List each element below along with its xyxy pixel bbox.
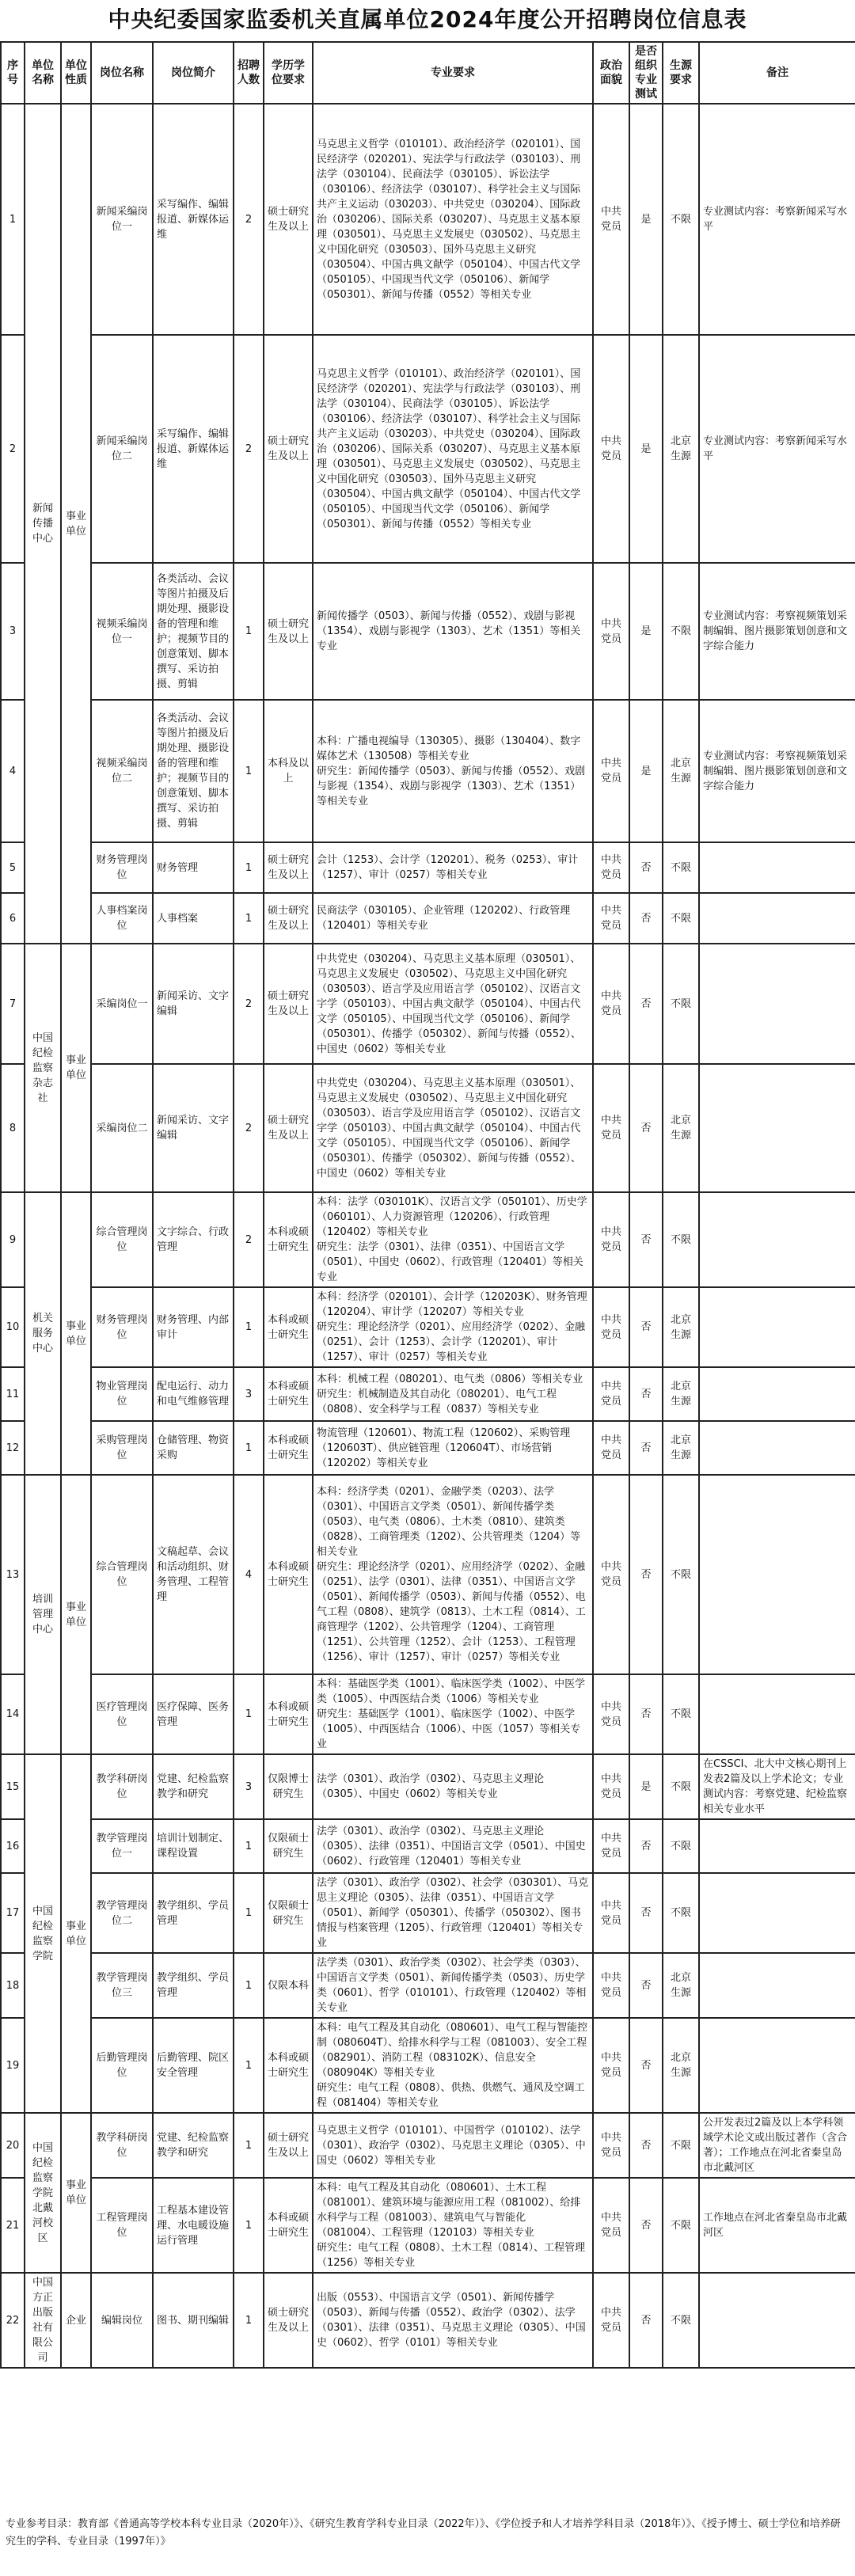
seq-cell: 20 [1, 2113, 25, 2178]
hiring-count-cell: 1 [234, 893, 264, 944]
hiring-count-cell: 1 [234, 1953, 264, 2018]
professional-test-cell: 否 [629, 1873, 663, 1953]
position-description-cell: 配电运行、动力和电气维修管理 [153, 1367, 234, 1421]
position-name-cell: 物业管理岗位 [91, 1367, 153, 1421]
major-requirement-cell: 马克思主义哲学（010101）、中国哲学（010102）、法学（0301）、政治学（0302）、马克思主义理论（0305）、中国史（0602）等相关专业 [313, 2113, 593, 2178]
source-requirement-cell: 北京生源 [663, 335, 699, 563]
position-name-cell: 采编岗位二 [91, 1064, 153, 1192]
political-status-cell: 中共党员 [593, 2178, 629, 2273]
table-row [1, 1873, 855, 1953]
note-cell [699, 2273, 855, 2368]
unit-nature-cell: 事业单位 [61, 104, 91, 944]
note-cell [699, 1064, 855, 1192]
education-cell: 仅限博士研究生 [264, 1754, 313, 1819]
political-status-cell: 中共党员 [593, 2273, 629, 2368]
note-cell [699, 1475, 855, 1674]
major-requirement-cell: 物流管理（120601）、物流工程（120602）、采购管理（120603T）、供应链管理（120604T）、市场营销（120202）等相关专业 [313, 1421, 593, 1475]
hiring-count-cell: 1 [234, 2273, 264, 2368]
major-requirement-cell: 中共党史（030204）、马克思主义基本原理（030501）、马克思主义发展史（030502）、马克思主义中国化研究（030503）、语言学及应用语言学（050102）、汉语言文字学（050103）、中国古典文献学（050104）、中国古代文学（050105）、中国现当代文学（050106）、新闻学（050301）、传播学（050302）、新闻与传播（0552）、中国史（0602）等相关专业 [313, 944, 593, 1064]
unit-nature-cell: 事业单位 [61, 944, 91, 1192]
source-requirement-cell: 北京生源 [663, 1953, 699, 2018]
education-cell: 硕士研究生及以上 [264, 1064, 313, 1192]
position-description-cell: 医疗保障、医务管理 [153, 1674, 234, 1754]
major-requirement-cell: 法学（0301）、政治学（0302）、马克思主义理论（0305）、法律（0351）、中国语言文学（0501）、中国史（0602）、行政管理（120401）等相关专业 [313, 1819, 593, 1873]
table-row [1, 2018, 855, 2113]
seq-cell: 13 [1, 1475, 25, 1674]
professional-test-cell: 否 [629, 1287, 663, 1367]
education-cell: 硕士研究生及以上 [264, 842, 313, 893]
political-status-cell: 中共党员 [593, 2113, 629, 2178]
position-name-cell: 工程管理岗位 [91, 2178, 153, 2273]
source-requirement-cell: 不限 [663, 893, 699, 944]
position-name-cell: 采编岗位一 [91, 944, 153, 1064]
source-requirement-cell: 不限 [663, 563, 699, 700]
position-description-cell: 教学组织、学员管理 [153, 1953, 234, 2018]
source-requirement-cell: 不限 [663, 944, 699, 1064]
professional-test-cell: 是 [629, 700, 663, 842]
political-status-cell: 中共党员 [593, 944, 629, 1064]
hiring-count-cell: 2 [234, 335, 264, 563]
note-cell [699, 1819, 855, 1873]
source-requirement-cell: 北京生源 [663, 1421, 699, 1475]
major-requirement-cell: 法学（0301）、政治学（0302）、马克思主义理论（0305）、中国史（0602）等相关专业 [313, 1754, 593, 1819]
professional-test-cell: 否 [629, 1064, 663, 1192]
source-requirement-cell: 不限 [663, 1475, 699, 1674]
position-description-cell: 采写编作、编辑报道、新媒体运维 [153, 335, 234, 563]
major-requirement-cell: 本科：机械工程（080201）、电气类（0806）等相关专业 研究生：机械制造及其自动化（080201）、电气工程（0808）、安全科学与工程（0837）等相关专业 [313, 1367, 593, 1421]
source-requirement-cell: 不限 [663, 2113, 699, 2178]
political-status-cell: 中共党员 [593, 104, 629, 335]
hiring-count-cell: 1 [234, 2018, 264, 2113]
political-status-cell: 中共党员 [593, 893, 629, 944]
seq-cell: 14 [1, 1674, 25, 1754]
major-requirement-cell: 民商法学（030105）、企业管理（120202）、行政管理（120401）等相关专业 [313, 893, 593, 944]
position-name-cell: 教学科研岗位 [91, 1754, 153, 1819]
header-seq: 序号 [1, 42, 25, 104]
note-cell [699, 1953, 855, 2018]
position-description-cell: 党建、纪检监察教学和研究 [153, 2113, 234, 2178]
political-status-cell: 中共党员 [593, 335, 629, 563]
position-name-cell: 新闻采编岗位一 [91, 104, 153, 335]
seq-cell: 16 [1, 1819, 25, 1873]
source-requirement-cell: 不限 [663, 1873, 699, 1953]
header-nature: 单位性质 [61, 42, 91, 104]
education-cell: 本科及以上 [264, 700, 313, 842]
professional-test-cell: 否 [629, 893, 663, 944]
education-cell: 硕士研究生及以上 [264, 104, 313, 335]
position-description-cell: 新闻采访、文字编辑 [153, 944, 234, 1064]
position-description-cell: 仓储管理、物资采购 [153, 1421, 234, 1475]
political-status-cell: 中共党员 [593, 2018, 629, 2113]
hiring-count-cell: 1 [234, 1873, 264, 1953]
position-description-cell: 后勤管理、院区安全管理 [153, 2018, 234, 2113]
table-row [1, 1287, 855, 1367]
seq-cell: 8 [1, 1064, 25, 1192]
hiring-count-cell: 4 [234, 1475, 264, 1674]
note-cell: 专业测试内容：考察新闻采写水平 [699, 335, 855, 563]
professional-test-cell: 否 [629, 2113, 663, 2178]
header-political: 政治面貌 [593, 42, 629, 104]
major-requirement-cell: 本科：基础医学类（1001）、临床医学类（1002）、中医学类（1005）、中西医结合类（1006）等相关专业 研究生：基础医学（1001）、临床医学（1002）、中医学（1005）、中西医结合（1006）、中医（1057）等相关专业 [313, 1674, 593, 1754]
position-name-cell: 教学管理岗位二 [91, 1873, 153, 1953]
major-requirement-cell: 本科：经济学（020101）、会计学（120203K）、财务管理（120204）、审计学（120207）等相关专业 研究生：理论经济学（0201）、应用经济学（0202）、金融（0251）、会计（1253）、会计学（120201）、审计（1257）、审计（0257）等相关专业 [313, 1287, 593, 1367]
table-row [1, 2113, 855, 2178]
unit-name-cell: 中国方正出版社有限公司 [25, 2273, 61, 2368]
education-cell: 本科或硕士研究生 [264, 1674, 313, 1754]
education-cell: 硕士研究生及以上 [264, 944, 313, 1064]
source-requirement-cell: 北京生源 [663, 1367, 699, 1421]
professional-test-cell: 是 [629, 104, 663, 335]
note-cell [699, 842, 855, 893]
political-status-cell: 中共党员 [593, 842, 629, 893]
professional-test-cell: 否 [629, 2273, 663, 2368]
table-row [1, 1475, 855, 1674]
note-cell: 专业测试内容：考察视频策划采制编辑、图片摄影策划创意和文字综合能力 [699, 700, 855, 842]
education-cell: 硕士研究生及以上 [264, 2113, 313, 2178]
header-note: 备注 [699, 42, 855, 104]
position-name-cell: 教学管理岗位一 [91, 1819, 153, 1873]
table-row [1, 2178, 855, 2273]
education-cell: 硕士研究生及以上 [264, 893, 313, 944]
position-description-cell: 教学组织、学员管理 [153, 1873, 234, 1953]
table-row [1, 893, 855, 944]
political-status-cell: 中共党员 [593, 1674, 629, 1754]
major-requirement-cell: 出版（0553）、中国语言文学（0501）、新闻传播学（0503）、新闻与传播（0552）、政治学（0302）、法学（0301）、法律（0351）、马克思主义理论（0305）、中国史（0602）、哲学（0101）等相关专业 [313, 2273, 593, 2368]
political-status-cell: 中共党员 [593, 563, 629, 700]
position-description-cell: 工程基本建设管理、水电暖设施运行管理 [153, 2178, 234, 2273]
position-name-cell: 人事档案岗位 [91, 893, 153, 944]
position-name-cell: 综合管理岗位 [91, 1192, 153, 1287]
hiring-count-cell: 2 [234, 944, 264, 1064]
table-row [1, 842, 855, 893]
professional-test-cell: 否 [629, 1192, 663, 1287]
professional-test-cell: 否 [629, 1819, 663, 1873]
note-cell: 在CSSCI、北大中文核心期刊上发表2篇及以上学术论文；专业测试内容：考察党建、纪检监察相关专业水平 [699, 1754, 855, 1819]
seq-cell: 19 [1, 2018, 25, 2113]
professional-test-cell: 否 [629, 1421, 663, 1475]
hiring-count-cell: 1 [234, 563, 264, 700]
table-row [1, 1192, 855, 1287]
unit-name-cell: 中国纪检监察学院北戴河校区 [25, 2113, 61, 2273]
major-requirement-cell: 马克思主义哲学（010101）、政治经济学（020101）、国民经济学（020201）、宪法学与行政法学（030103）、刑法学（030104）、民商法学（030105）、诉讼法学（030106）、经济法学（030107）、科学社会主义与国际共产主义运动（030203）、中共党史（030204）、国际政治（030206）、国际关系（030207）、马克思主义基本原理（030501）、马克思主义发展史（030502）、马克思主义中国化研究（030503）、国外马克思主义研究（030504）、中国古典文献学（050104）、中国古代文学（050105）、中国现当代文学（050106）、新闻学（050301）、新闻与传播（0552）等相关专业 [313, 335, 593, 563]
table-row [1, 1367, 855, 1421]
political-status-cell: 中共党员 [593, 1754, 629, 1819]
seq-cell: 4 [1, 700, 25, 842]
hiring-count-cell: 2 [234, 1192, 264, 1287]
hiring-count-cell: 1 [234, 842, 264, 893]
unit-name-cell: 机关服务中心 [25, 1192, 61, 1475]
header-unit: 单位名称 [25, 42, 61, 104]
major-requirement-cell: 马克思主义哲学（010101）、政治经济学（020101）、国民经济学（020201）、宪法学与行政法学（030103）、刑法学（030104）、民商法学（030105）、诉讼法学（030106）、经济法学（030107）、科学社会主义与国际共产主义运动（030203）、中共党史（030204）、国际政治（030206）、国际关系（030207）、马克思主义基本原理（030501）、马克思主义发展史（030502）、马克思主义中国化研究（030503）、国外马克思主义研究（030504）、中国古典文献学（050104）、中国古代文学（050105）、中国现当代文学（050106）、新闻学（050301）、新闻与传播（0552）等相关专业 [313, 104, 593, 335]
seq-cell: 2 [1, 335, 25, 563]
position-name-cell: 后勤管理岗位 [91, 2018, 153, 2113]
table-row [1, 2273, 855, 2368]
education-cell: 本科或硕士研究生 [264, 1367, 313, 1421]
unit-nature-cell: 事业单位 [61, 1754, 91, 2113]
seq-cell: 6 [1, 893, 25, 944]
header-test: 是否组织专业测试 [629, 42, 663, 104]
seq-cell: 12 [1, 1421, 25, 1475]
footnote: 专业参考目录：教育部《普通高等学校本科专业目录（2020年）》、《研究生教育学科专业目录（2022年）》、《学位授予和人才培养学科目录（2018年）》、《授予博士、硕士学位和培养研究生的学科、专业目录（1997年）》 [6, 2518, 841, 2548]
education-cell: 本科或硕士研究生 [264, 1475, 313, 1674]
header-description: 岗位简介 [153, 42, 234, 104]
note-cell [699, 893, 855, 944]
professional-test-cell: 是 [629, 1754, 663, 1819]
position-name-cell: 医疗管理岗位 [91, 1674, 153, 1754]
political-status-cell: 中共党员 [593, 1953, 629, 2018]
unit-nature-cell: 事业单位 [61, 1192, 91, 1475]
table-row [1, 1754, 855, 1819]
political-status-cell: 中共党员 [593, 1192, 629, 1287]
political-status-cell: 中共党员 [593, 1819, 629, 1873]
education-cell: 本科或硕士研究生 [264, 1192, 313, 1287]
note-cell [699, 1873, 855, 1953]
professional-test-cell: 否 [629, 1953, 663, 2018]
political-status-cell: 中共党员 [593, 1873, 629, 1953]
position-description-cell: 各类活动、会议等图片拍摄及后期处理、摄影设备的管理和维护；视频节目的创意策划、脚本撰写、采访拍摄、剪辑 [153, 563, 234, 700]
major-requirement-cell: 法学类（0301）、政治学类（0302）、社会学类（0303）、中国语言文学类（0501）、新闻传播学类（0503）、历史学类（0601）、哲学（010101）、行政管理（120402）等相关专业 [313, 1953, 593, 2018]
seq-cell: 1 [1, 104, 25, 335]
position-name-cell: 视频采编岗位一 [91, 563, 153, 700]
source-requirement-cell: 不限 [663, 2178, 699, 2273]
hiring-count-cell: 1 [234, 1287, 264, 1367]
header-major: 专业要求 [313, 42, 593, 104]
major-requirement-cell: 中共党史（030204）、马克思主义基本原理（030501）、马克思主义发展史（030502）、马克思主义中国化研究（030503）、语言学及应用语言学（050102）、汉语言文字学（050103）、中国古典文献学（050104）、中国古代文学（050105）、中国现当代文学（050106）、新闻学（050301）、传播学（050302）、新闻与传播（0552）、中国史（0602）等相关专业 [313, 1064, 593, 1192]
major-requirement-cell: 法学（0301）、政治学（0302）、社会学（030301）、马克思主义理论（0305）、法律（0351）、中国语言文学（0501）、新闻学（050301）、传播学（050302）、图书情报与档案管理（1205）、行政管理（120401）等相关专业 [313, 1873, 593, 1953]
unit-nature-cell: 企业 [61, 2273, 91, 2368]
position-name-cell: 采购管理岗位 [91, 1421, 153, 1475]
political-status-cell: 中共党员 [593, 1367, 629, 1421]
political-status-cell: 中共党员 [593, 1475, 629, 1674]
note-cell [699, 1367, 855, 1421]
professional-test-cell: 否 [629, 1475, 663, 1674]
political-status-cell: 中共党员 [593, 1064, 629, 1192]
education-cell: 仅限本科 [264, 1953, 313, 2018]
major-requirement-cell: 会计（1253）、会计学（120201）、税务（0253）、审计（1257）、审计（0257）等相关专业 [313, 842, 593, 893]
professional-test-cell: 否 [629, 2018, 663, 2113]
education-cell: 本科或硕士研究生 [264, 1421, 313, 1475]
professional-test-cell: 是 [629, 335, 663, 563]
position-description-cell: 财务管理、内部审计 [153, 1287, 234, 1367]
table-row [1, 1064, 855, 1192]
note-cell: 专业测试内容：考察视频策划采制编辑、图片摄影策划创意和文字综合能力 [699, 563, 855, 700]
position-name-cell: 新闻采编岗位二 [91, 335, 153, 563]
table-row [1, 1953, 855, 2018]
education-cell: 硕士研究生及以上 [264, 335, 313, 563]
hiring-count-cell: 2 [234, 1064, 264, 1192]
seq-cell: 18 [1, 1953, 25, 2018]
header-education: 学历学位要求 [264, 42, 313, 104]
education-cell: 本科或硕士研究生 [264, 2178, 313, 2273]
header-count: 招聘人数 [234, 42, 264, 104]
source-requirement-cell: 不限 [663, 1819, 699, 1873]
seq-cell: 22 [1, 2273, 25, 2368]
header-source: 生源要求 [663, 42, 699, 104]
seq-cell: 15 [1, 1754, 25, 1819]
table-row [1, 700, 855, 842]
position-description-cell: 文稿起草、会议和活动组织、财务管理、工程管理 [153, 1475, 234, 1674]
source-requirement-cell: 北京生源 [663, 1287, 699, 1367]
note-cell [699, 944, 855, 1064]
table-row [1, 1674, 855, 1754]
hiring-count-cell: 3 [234, 1754, 264, 1819]
source-requirement-cell: 不限 [663, 1192, 699, 1287]
source-requirement-cell: 北京生源 [663, 2018, 699, 2113]
unit-name-cell: 培训管理中心 [25, 1475, 61, 1754]
header-position: 岗位名称 [91, 42, 153, 104]
position-description-cell: 财务管理 [153, 842, 234, 893]
professional-test-cell: 否 [629, 944, 663, 1064]
note-cell [699, 1192, 855, 1287]
seq-cell: 5 [1, 842, 25, 893]
seq-cell: 9 [1, 1192, 25, 1287]
position-description-cell: 各类活动、会议等图片拍摄及后期处理、摄影设备的管理和维护；视频节目的创意策划、脚本撰写、采访拍摄、剪辑 [153, 700, 234, 842]
unit-name-cell: 新闻传播中心 [25, 104, 61, 944]
recruitment-table-wrapper [0, 41, 855, 2369]
major-requirement-cell: 本科：广播电视编导（130305）、摄影（130404）、数字媒体艺术（130508）等相关专业 研究生：新闻传播学（0503）、新闻与传播（0552）、戏剧与影视（1354）、戏剧与影视学（1303）、艺术（1351）等相关专业 [313, 700, 593, 842]
seq-cell: 17 [1, 1873, 25, 1953]
major-requirement-cell: 本科：经济学类（0201）、金融学类（0203）、法学（0301）、中国语言文学类（0501）、新闻传播学类（0503）、电气类（0806）、土木类（0810）、建筑类（0828）、工商管理类（1202）、公共管理类（1204）等相关专业 研究生：理论经济学（0201）、应用经济学（0202）、金融（0251）、法学（0301）、法律（0351）、中国语言文学（0501）、新闻传播学（0503）、新闻与传播（0552）、电气工程（0808）、建筑学（0813）、土木工程（0814）、工商管理学（1202）、公共管理学（1204）、工商管理（1251）、公共管理（1252）、会计（1253）、工程管理（1256）、审计（1257）、审计（0257）等相关专业 [313, 1475, 593, 1674]
note-cell: 公开发表过2篇及以上本学科领域学术论文或出版过著作（含合著）；工作地点在河北省秦皇岛市北戴河区 [699, 2113, 855, 2178]
position-description-cell: 党建、纪检监察教学和研究 [153, 1754, 234, 1819]
position-description-cell: 人事档案 [153, 893, 234, 944]
unit-name-cell: 中国纪检监察学院 [25, 1754, 61, 2113]
hiring-count-cell: 1 [234, 1421, 264, 1475]
professional-test-cell: 否 [629, 1674, 663, 1754]
table-row [1, 563, 855, 700]
table-row [1, 335, 855, 563]
major-requirement-cell: 本科：电气工程及其自动化（080601）、土木工程（081001）、建筑环境与能源应用工程（081002）、给排水科学与工程（081003）、建筑电气与智能化（081004）、工程管理（120103）等相关专业 研究生：电气工程（0808）、土木工程（0814）、工程管理（1256）等相关专业 [313, 2178, 593, 2273]
table-row [1, 944, 855, 1064]
political-status-cell: 中共党员 [593, 1421, 629, 1475]
source-requirement-cell: 不限 [663, 1754, 699, 1819]
position-name-cell: 教学科研岗位 [91, 2113, 153, 2178]
source-requirement-cell: 不限 [663, 2273, 699, 2368]
seq-cell: 7 [1, 944, 25, 1064]
position-name-cell: 综合管理岗位 [91, 1475, 153, 1674]
note-cell [699, 2018, 855, 2113]
seq-cell: 11 [1, 1367, 25, 1421]
professional-test-cell: 否 [629, 1367, 663, 1421]
hiring-count-cell: 2 [234, 104, 264, 335]
table-row [1, 104, 855, 335]
education-cell: 仅限硕士研究生 [264, 1819, 313, 1873]
political-status-cell: 中共党员 [593, 700, 629, 842]
source-requirement-cell: 不限 [663, 104, 699, 335]
table-row [1, 1819, 855, 1873]
unit-name-cell: 中国纪检监察杂志社 [25, 944, 61, 1192]
source-requirement-cell: 不限 [663, 842, 699, 893]
major-requirement-cell: 本科：法学（030101K）、汉语言文学（050101）、历史学（060101）、人力资源管理（120206）、行政管理（120402）等相关专业 研究生：法学（0301）、法律（0351）、中国语言文学（0501）、中国史（0602）、行政管理（120401）等相关专业 [313, 1192, 593, 1287]
position-description-cell: 文字综合、行政管理 [153, 1192, 234, 1287]
position-description-cell: 采写编作、编辑报道、新媒体运维 [153, 104, 234, 335]
hiring-count-cell: 1 [234, 1674, 264, 1754]
hiring-count-cell: 1 [234, 1819, 264, 1873]
note-cell [699, 1674, 855, 1754]
position-name-cell: 视频采编岗位二 [91, 700, 153, 842]
education-cell: 硕士研究生及以上 [264, 2273, 313, 2368]
education-cell: 仅限硕士研究生 [264, 1873, 313, 1953]
hiring-count-cell: 1 [234, 2113, 264, 2178]
unit-nature-cell: 事业单位 [61, 1475, 91, 1754]
hiring-count-cell: 1 [234, 700, 264, 842]
table-header-row [1, 42, 855, 104]
education-cell: 硕士研究生及以上 [264, 563, 313, 700]
unit-nature-cell: 事业单位 [61, 2113, 91, 2273]
page-title: 中央纪委国家监委机关直属单位2024年度公开招聘岗位信息表 [108, 6, 747, 32]
recruitment-table [0, 41, 855, 2369]
position-name-cell: 财务管理岗位 [91, 842, 153, 893]
position-description-cell: 新闻采访、文字编辑 [153, 1064, 234, 1192]
position-name-cell: 编辑岗位 [91, 2273, 153, 2368]
seq-cell: 10 [1, 1287, 25, 1367]
position-name-cell: 教学管理岗位三 [91, 1953, 153, 2018]
source-requirement-cell: 北京生源 [663, 700, 699, 842]
hiring-count-cell: 1 [234, 2178, 264, 2273]
position-description-cell: 图书、期刊编辑 [153, 2273, 234, 2368]
position-description-cell: 培训计划制定、课程设置 [153, 1819, 234, 1873]
table-row [1, 1421, 855, 1475]
major-requirement-cell: 新闻传播学（0503）、新闻与传播（0552）、戏剧与影视（1354）、戏剧与影视学（1303）、艺术（1351）等相关专业 [313, 563, 593, 700]
education-cell: 本科或硕士研究生 [264, 1287, 313, 1367]
major-requirement-cell: 本科：电气工程及其自动化（080601）、电气工程与智能控制（080604T）、给排水科学与工程（081003）、安全工程（082901）、消防工程（083102K）、信息安全（080904K）等相关专业 研究生：电气工程（0808）、供热、供燃气、通风及空调工程（081404）等相关专业 [313, 2018, 593, 2113]
hiring-count-cell: 3 [234, 1367, 264, 1421]
source-requirement-cell: 北京生源 [663, 1064, 699, 1192]
note-cell: 工作地点在河北省秦皇岛市北戴河区 [699, 2178, 855, 2273]
source-requirement-cell: 不限 [663, 1674, 699, 1754]
table-body [1, 104, 855, 2368]
position-name-cell: 财务管理岗位 [91, 1287, 153, 1367]
note-cell [699, 1421, 855, 1475]
professional-test-cell: 否 [629, 842, 663, 893]
seq-cell: 21 [1, 2178, 25, 2273]
note-cell [699, 1287, 855, 1367]
political-status-cell: 中共党员 [593, 1287, 629, 1367]
note-cell: 专业测试内容：考察新闻采写水平 [699, 104, 855, 335]
professional-test-cell: 是 [629, 563, 663, 700]
education-cell: 本科或硕士研究生 [264, 2018, 313, 2113]
seq-cell: 3 [1, 563, 25, 700]
professional-test-cell: 否 [629, 2178, 663, 2273]
